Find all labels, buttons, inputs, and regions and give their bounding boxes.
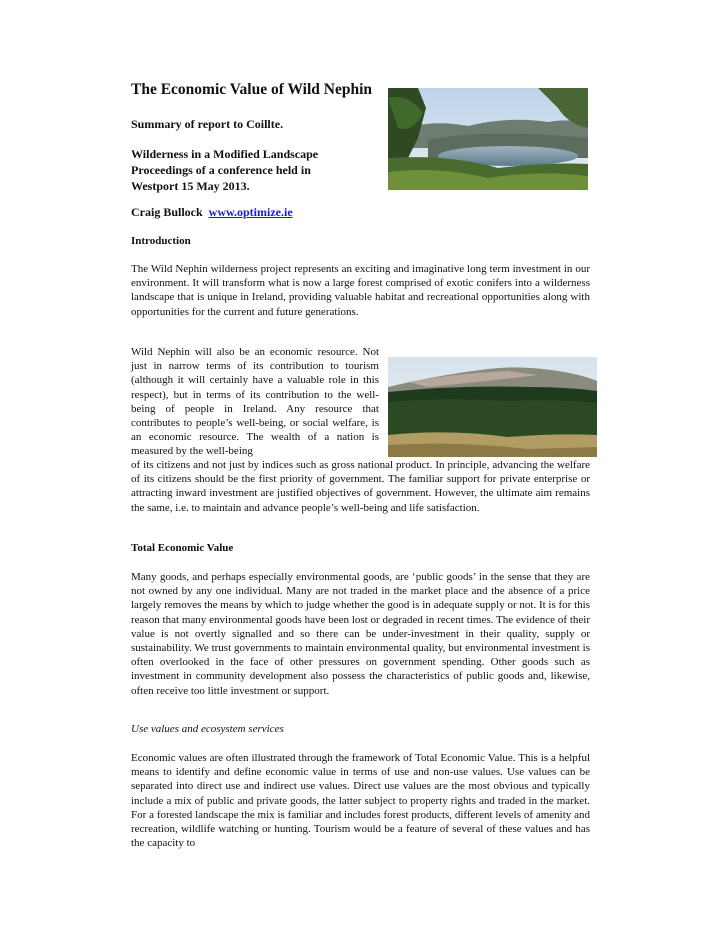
- subsection-heading-use-values: Use values and ecosystem services: [131, 723, 284, 735]
- forest-landscape-photo: [388, 357, 597, 457]
- introduction-paragraph-2-start: Wild Nephin will also be an economic resource. Not just in narrow terms of its contribution to tourism (although it will certainly have a valuable role in this respect), but in terms of its contribution to the well-being of people in Ireland. Any resource that contributes to people’s well-being, or social welfare, is an economic resource. The wealth of a nation is measured by the well-being: [131, 346, 379, 458]
- introduction-paragraph-1: The Wild Nephin wilderness project represents an exciting and imaginative long term investment in our environment. It will transform what is now a large forest comprised of exotic conifers into a wilderness landscape that is unique in Ireland, providing valuable habitat and recreational opportunities along with opportunities for the current and future generations.: [131, 263, 590, 318]
- section-heading-introduction: Introduction: [131, 235, 191, 247]
- use-values-paragraph: Economic values are often illustrated through the framework of Total Economic Value. This is a helpful means to identify and define economic value in terms of use and non-use values. Use values can be separated into direct use and indirect use values. Direct use values are the most obvious and typically include a mix of public and private goods, the latter subject to property rights and traded in the market. For a forested landscape the mix is familiar and includes forest products, different levels of amenity and recreation, wildlife watching or hunting. Tourism would be a feature of several of these values and has the capacity to: [131, 752, 590, 850]
- introduction-paragraph-2-continued: of its citizens and not just by indices such as gross national product. In principle, advancing the welfare of its citizens should be the first priority of government. The familiar support for private enterprise or attracting inward investment are justified objectives of government. However, the ultimate aim remains the same, i.e. to maintain and advance people’s well-being and life satisfaction.: [131, 459, 590, 514]
- conference-line: Wilderness in a Modified Landscape: [131, 147, 319, 161]
- tev-paragraph: Many goods, and perhaps especially environmental goods, are ‘public goods’ in the sense that they are not owned by any one individual. Many are not traded in the market place and the absence of a price largely removes the means by which to judge whether the good is in adequate supply or not. It is for this reason that many environmental goods have been lost or degraded in recent times. The evidence of their value is not overtly signalled and so there can be under-investment in their quality, supply or sustainability. We trust governments to maintain environmental quality, but environmental investment is often overlooked in the face of other pressures on government spending. Other goods such as investment in community development also possess the characteristics of public goods and, likewise, often receive too little investment or support.: [131, 571, 590, 697]
- author-name: Craig Bullock: [131, 205, 203, 219]
- lake-landscape-photo: [388, 88, 588, 190]
- conference-line: Westport 15 May 2013.: [131, 179, 250, 193]
- document-title: The Economic Value of Wild Nephin: [131, 81, 373, 98]
- author-website-link[interactable]: www.optimize.ie: [208, 205, 293, 219]
- report-subtitle: Summary of report to Coillte.: [131, 117, 284, 131]
- section-heading-total-economic-value: Total Economic Value: [131, 542, 234, 554]
- conference-info: [131, 146, 381, 194]
- author-line: [131, 205, 293, 220]
- conference-line: Proceedings of a conference held in: [131, 163, 311, 177]
